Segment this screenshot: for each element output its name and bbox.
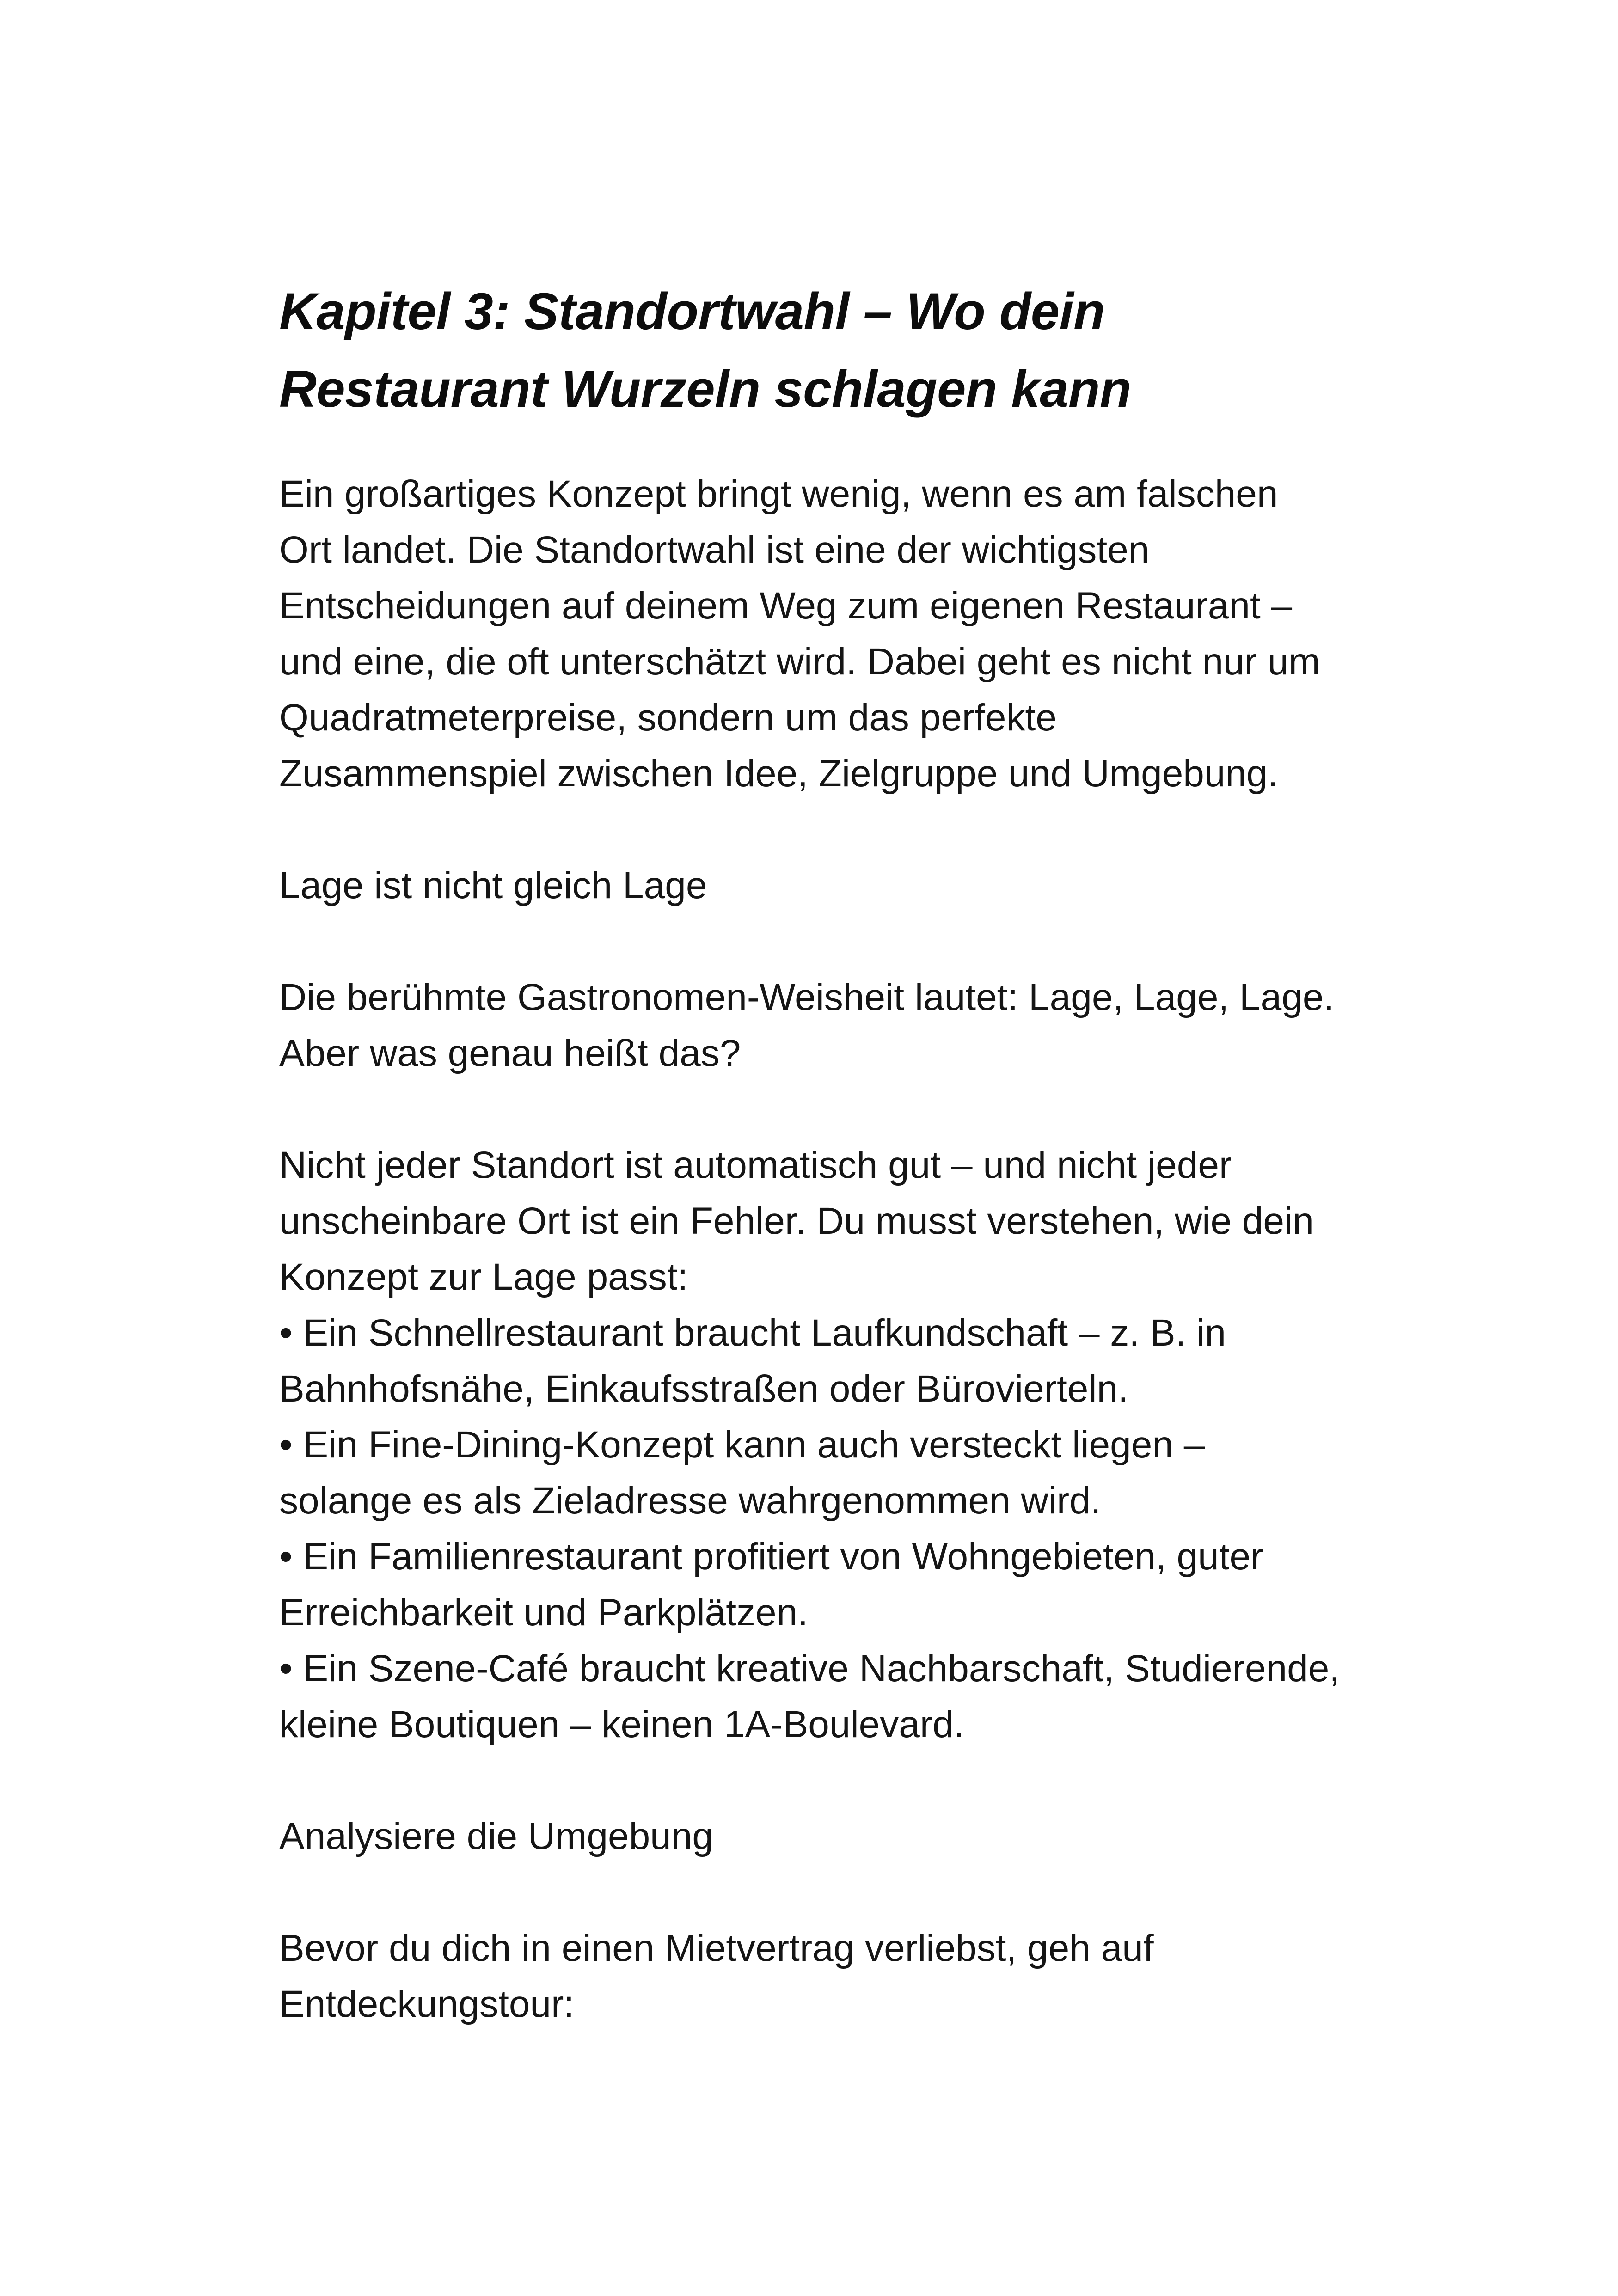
text-line: Quadratmeterpreise, sondern um das perfekte [279, 697, 1057, 739]
spacer [279, 1752, 1379, 1808]
chapter-title [279, 273, 1379, 428]
spacer [279, 1864, 1379, 1920]
section-heading-location [279, 857, 1379, 913]
page-content [279, 273, 1379, 2032]
text-line: Die berühmte Gastronomen-Weisheit lautet: Lage, Lage, Lage. [279, 976, 1335, 1018]
spacer [279, 428, 1379, 466]
text-line: kleine Boutiquen – keinen 1A-Boulevard. [279, 1703, 964, 1745]
bullet-line: • Ein Szene-Café braucht kreative Nachbarschaft, Studierende, [279, 1647, 1340, 1690]
text-line: Entscheidungen auf deinem Weg zum eigenen Restaurant – [279, 585, 1293, 627]
section-heading-text: Analysiere die Umgebung [279, 1815, 713, 1857]
text-line: Ein großartiges Konzept bringt wenig, wenn es am falschen [279, 473, 1278, 515]
section-heading-text: Lage ist nicht gleich Lage [279, 864, 707, 906]
text-line: Entdeckungstour: [279, 1983, 575, 2025]
text-line: solange es als Zieladresse wahrgenommen wird. [279, 1480, 1101, 1522]
bullet-line: • Ein Familienrestaurant profitiert von Wohngebieten, guter [279, 1536, 1263, 1578]
intro-paragraph [279, 466, 1379, 802]
text-line: Erreichbarkeit und Parkplätzen. [279, 1592, 809, 1634]
text-line: Konzept zur Lage passt: [279, 1256, 688, 1298]
text-line: Nicht jeder Standort ist automatisch gut – und nicht jeder [279, 1144, 1232, 1186]
text-line: Bevor du dich in einen Mietvertrag verliebst, geh auf [279, 1927, 1154, 1969]
bullet-line: • Ein Schnellrestaurant braucht Laufkundschaft – z. B. in [279, 1312, 1226, 1354]
wisdom-paragraph [279, 969, 1379, 1081]
title-line: Kapitel 3: Standortwahl – Wo dein [279, 282, 1105, 340]
exploration-paragraph [279, 1920, 1379, 2032]
text-line: unscheinbare Ort ist ein Fehler. Du musst verstehen, wie dein [279, 1200, 1314, 1242]
text-line: Zusammenspiel zwischen Idee, Zielgruppe und Umgebung. [279, 753, 1278, 795]
bullet-line: • Ein Fine-Dining-Konzept kann auch versteckt liegen – [279, 1424, 1205, 1466]
title-line: Restaurant Wurzeln schlagen kann [279, 360, 1131, 418]
spacer [279, 802, 1379, 857]
spacer [279, 913, 1379, 969]
text-line: Bahnhofsnähe, Einkaufsstraßen oder Bürovierteln. [279, 1368, 1128, 1410]
text-line: Ort landet. Die Standortwahl ist eine der wichtigsten [279, 529, 1150, 571]
text-line: Aber was genau heißt das? [279, 1032, 741, 1074]
spacer [279, 1081, 1379, 1137]
section-heading-surroundings [279, 1808, 1379, 1864]
concept-fit-paragraph [279, 1137, 1379, 1752]
text-line: und eine, die oft unterschätzt wird. Dabei geht es nicht nur um [279, 641, 1320, 683]
